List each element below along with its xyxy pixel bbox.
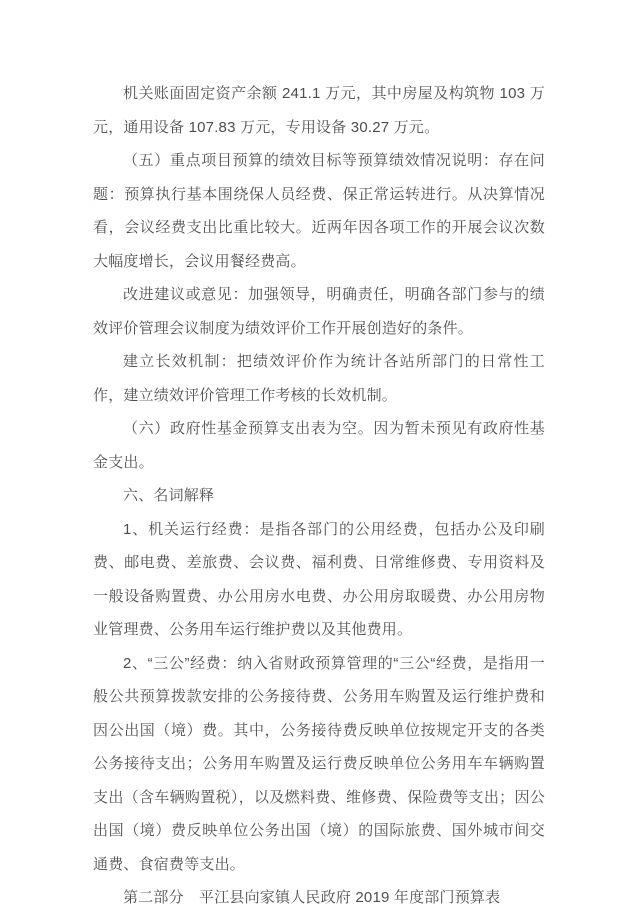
paragraph-section-6-government-fund: （六）政府性基金预算支出表为空。因为暂未预见有政府性基金支出。 xyxy=(93,420,545,471)
paragraph-section-5-performance: （五）重点项目预算的绩效目标等预算绩效情况说明：存在问题：预算执行基本围绕保人员经费、保正常运转进行。从决算情况看，会议经费支出比重比较大。近两年因各项工作的开展会议次数大幅度增长，会议用餐经费高。 xyxy=(93,152,545,270)
paragraph-improvement-suggestions: 改进建议或意见：加强领导，明确责任，明确各部门参与的绩效评价管理会议制度为绩效评价工作开展创造好的条件。 xyxy=(93,286,545,337)
paragraph-term-1-operating-expenses: 1、机关运行经费：是指各部门的公用经费，包括办公及印刷费、邮电费、差旅费、会议费、福利费、日常维修费、专用资料及一般设备购置费、办公用房水电费、办公用房取暖费、办公用房物业管理费、公务用车运行维护费以及其他费用。 xyxy=(93,520,545,638)
paragraph-long-term-mechanism: 建立长效机制：把绩效评价作为统计各站所部门的日常性工作，建立绩效评价管理工作考核的长效机制。 xyxy=(93,353,545,404)
paragraph-fixed-assets: 机关账面固定资产余额 241.1 万元，其中房屋及构筑物 103 万元，通用设备 107.83 万元，专用设备 30.27 万元。 xyxy=(93,85,545,136)
heading-terms-explanation: 六、名词解释 xyxy=(123,487,215,504)
paragraph-term-2-three-public-expenses: 2、“三公”经费：纳入省财政预算管理的“三公“经费，是指用一般公共预算拨款安排的公务接待费、公务用车购置及运行维护费和因公出国（境）费。其中，公务接待费反映单位按规定开支的各类公务接待支出；公务用车购置及运行费反映单位公务用车车辆购置支出（含车辆购置税），以及燃料费、维修费、保险费等支出；因公出国（境）费反映单位公务出国（境）的国际旅费、国外城市间交通费、食宿费等支出。 xyxy=(93,654,545,873)
document-content xyxy=(93,77,545,915)
heading-part-two-budget-tables: 第二部分 平江县向家镇人民政府 2019 年度部门预算表 xyxy=(123,889,501,906)
